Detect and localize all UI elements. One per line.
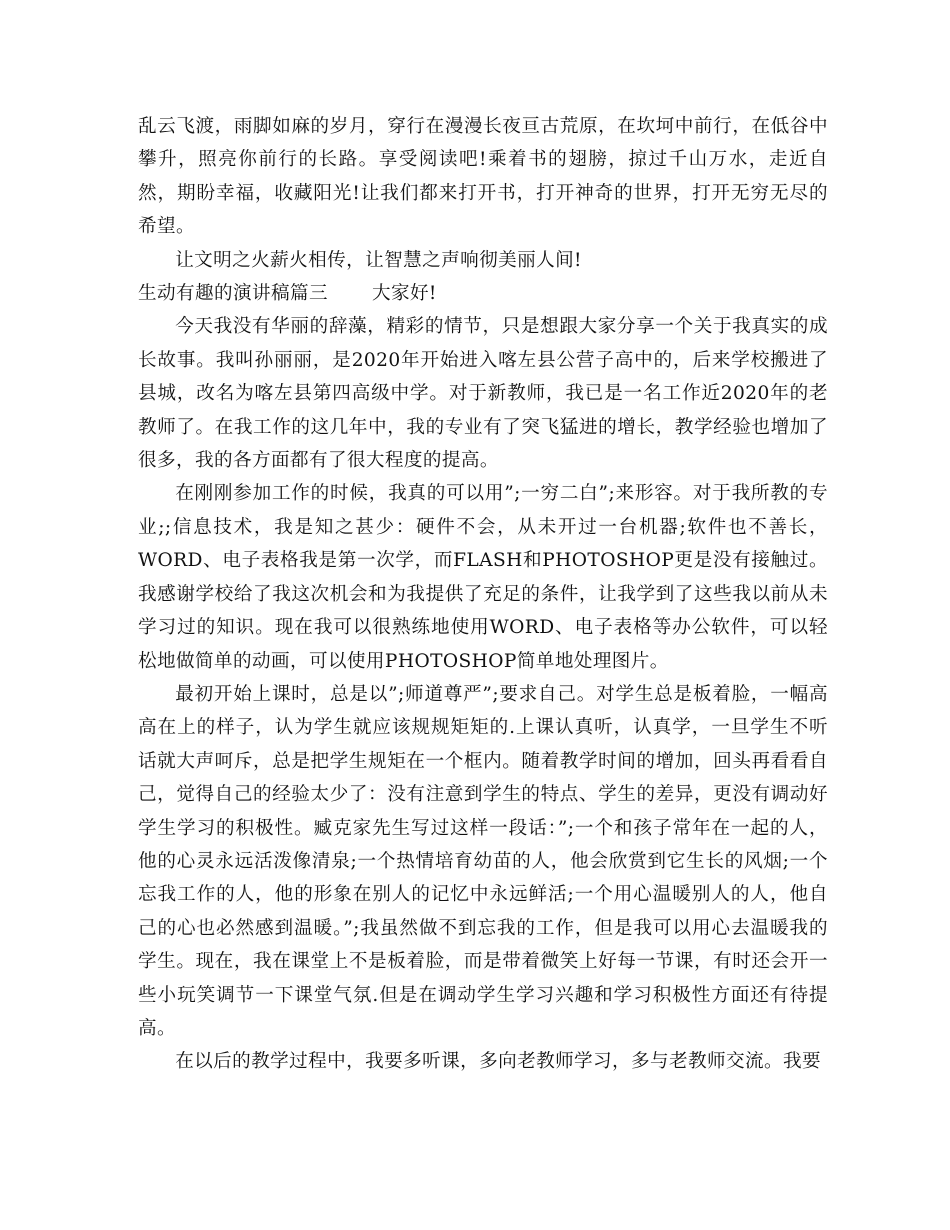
paragraph-teaching-reflection: 最初开始上课时，总是以”;师道尊严”;要求自己。对学生总是板着脸，一幅高高在上的样子，认为学生就应该规规矩矩的.上课认真听，认真学，一旦学生不听话就大声呵斥，总是把学生规矩在一个框内。随着教学时间的增加，回头再看看自己，觉得自己的经验太少了：没有注意到学生的特点、学生的差异，更没有调动好学生学习的积极性。臧克家先生写过这样一段话：”;一个和孩子常年在一起的人，他的心灵永远活泼像清泉;一个热情培育幼苗的人，他会欣赏到它生长的风烟;一个忘我工作的人，他的形象在别人的记忆中永远鲜活;一个用心温暖别人的人，他自己的心也必然感到温暖。”;我虽然做不到忘我的工作，但是我可以用心去温暖我的学生。现在，我在课堂上不是板着脸，而是带着微笑上好每一节课，有时还会开一些小玩笑调节一下课堂气氛.但是在调动学生学习兴趣和学习积极性方面还有待提高。: [138, 683, 828, 1039]
paragraph-future-plans: 在以后的教学过程中，我要多听课，多向老教师学习，多与老教师交流。我要: [175, 1051, 821, 1073]
greeting: 大家好!: [371, 283, 437, 305]
document-body: [138, 110, 828, 1079]
paragraph-intro: 今天我没有华丽的辞藻，精彩的情节，只是想跟大家分享一个关于我真实的成长故事。我叫孙丽丽，是2020年开始进入喀左县公营子高中的，后来学校搬进了县城，改名为喀左县第四高级中学。对于新教师，我已是一名工作近2020年的老教师了。在我工作的这几年中，我的专业有了突飞猛进的增长，教学经验也增加了很多，我的各方面都有了很大程度的提高。: [138, 316, 828, 472]
paragraph-continued: 乱云飞渡，雨脚如麻的岁月，穿行在漫漫长夜亘古荒原，在坎坷中前行，在低谷中攀升，照亮你前行的长路。享受阅读吧!乘着书的翅膀，掠过千山万水，走近自然，期盼幸福，收藏阳光!让我们都来打开书，打开神奇的世界，打开无穷无尽的希望。: [138, 116, 828, 238]
section-heading-line: [138, 277, 828, 310]
paragraph-closing: 让文明之火薪火相传，让智慧之声响彻美丽人间!: [175, 249, 582, 271]
section-title: 生动有趣的演讲稿篇三: [138, 283, 328, 305]
paragraph-early-work: 在刚刚参加工作的时候，我真的可以用”;一穷二白”;来形容。对于我所教的专业;;信息技术，我是知之甚少：硬件不会，从未开过一台机器;软件也不善长，WORD、电子表格我是第一次学，而FLASH和PHOTOSHOP更是没有接触过。我感谢学校给了我这次机会和为我提供了充足的条件，让我学到了这些我以前从未学习过的知识。现在我可以很熟练地使用WORD、电子表格等办公软件，可以轻松地做简单的动画，可以使用PHOTOSHOP简单地处理图片。: [138, 483, 828, 672]
